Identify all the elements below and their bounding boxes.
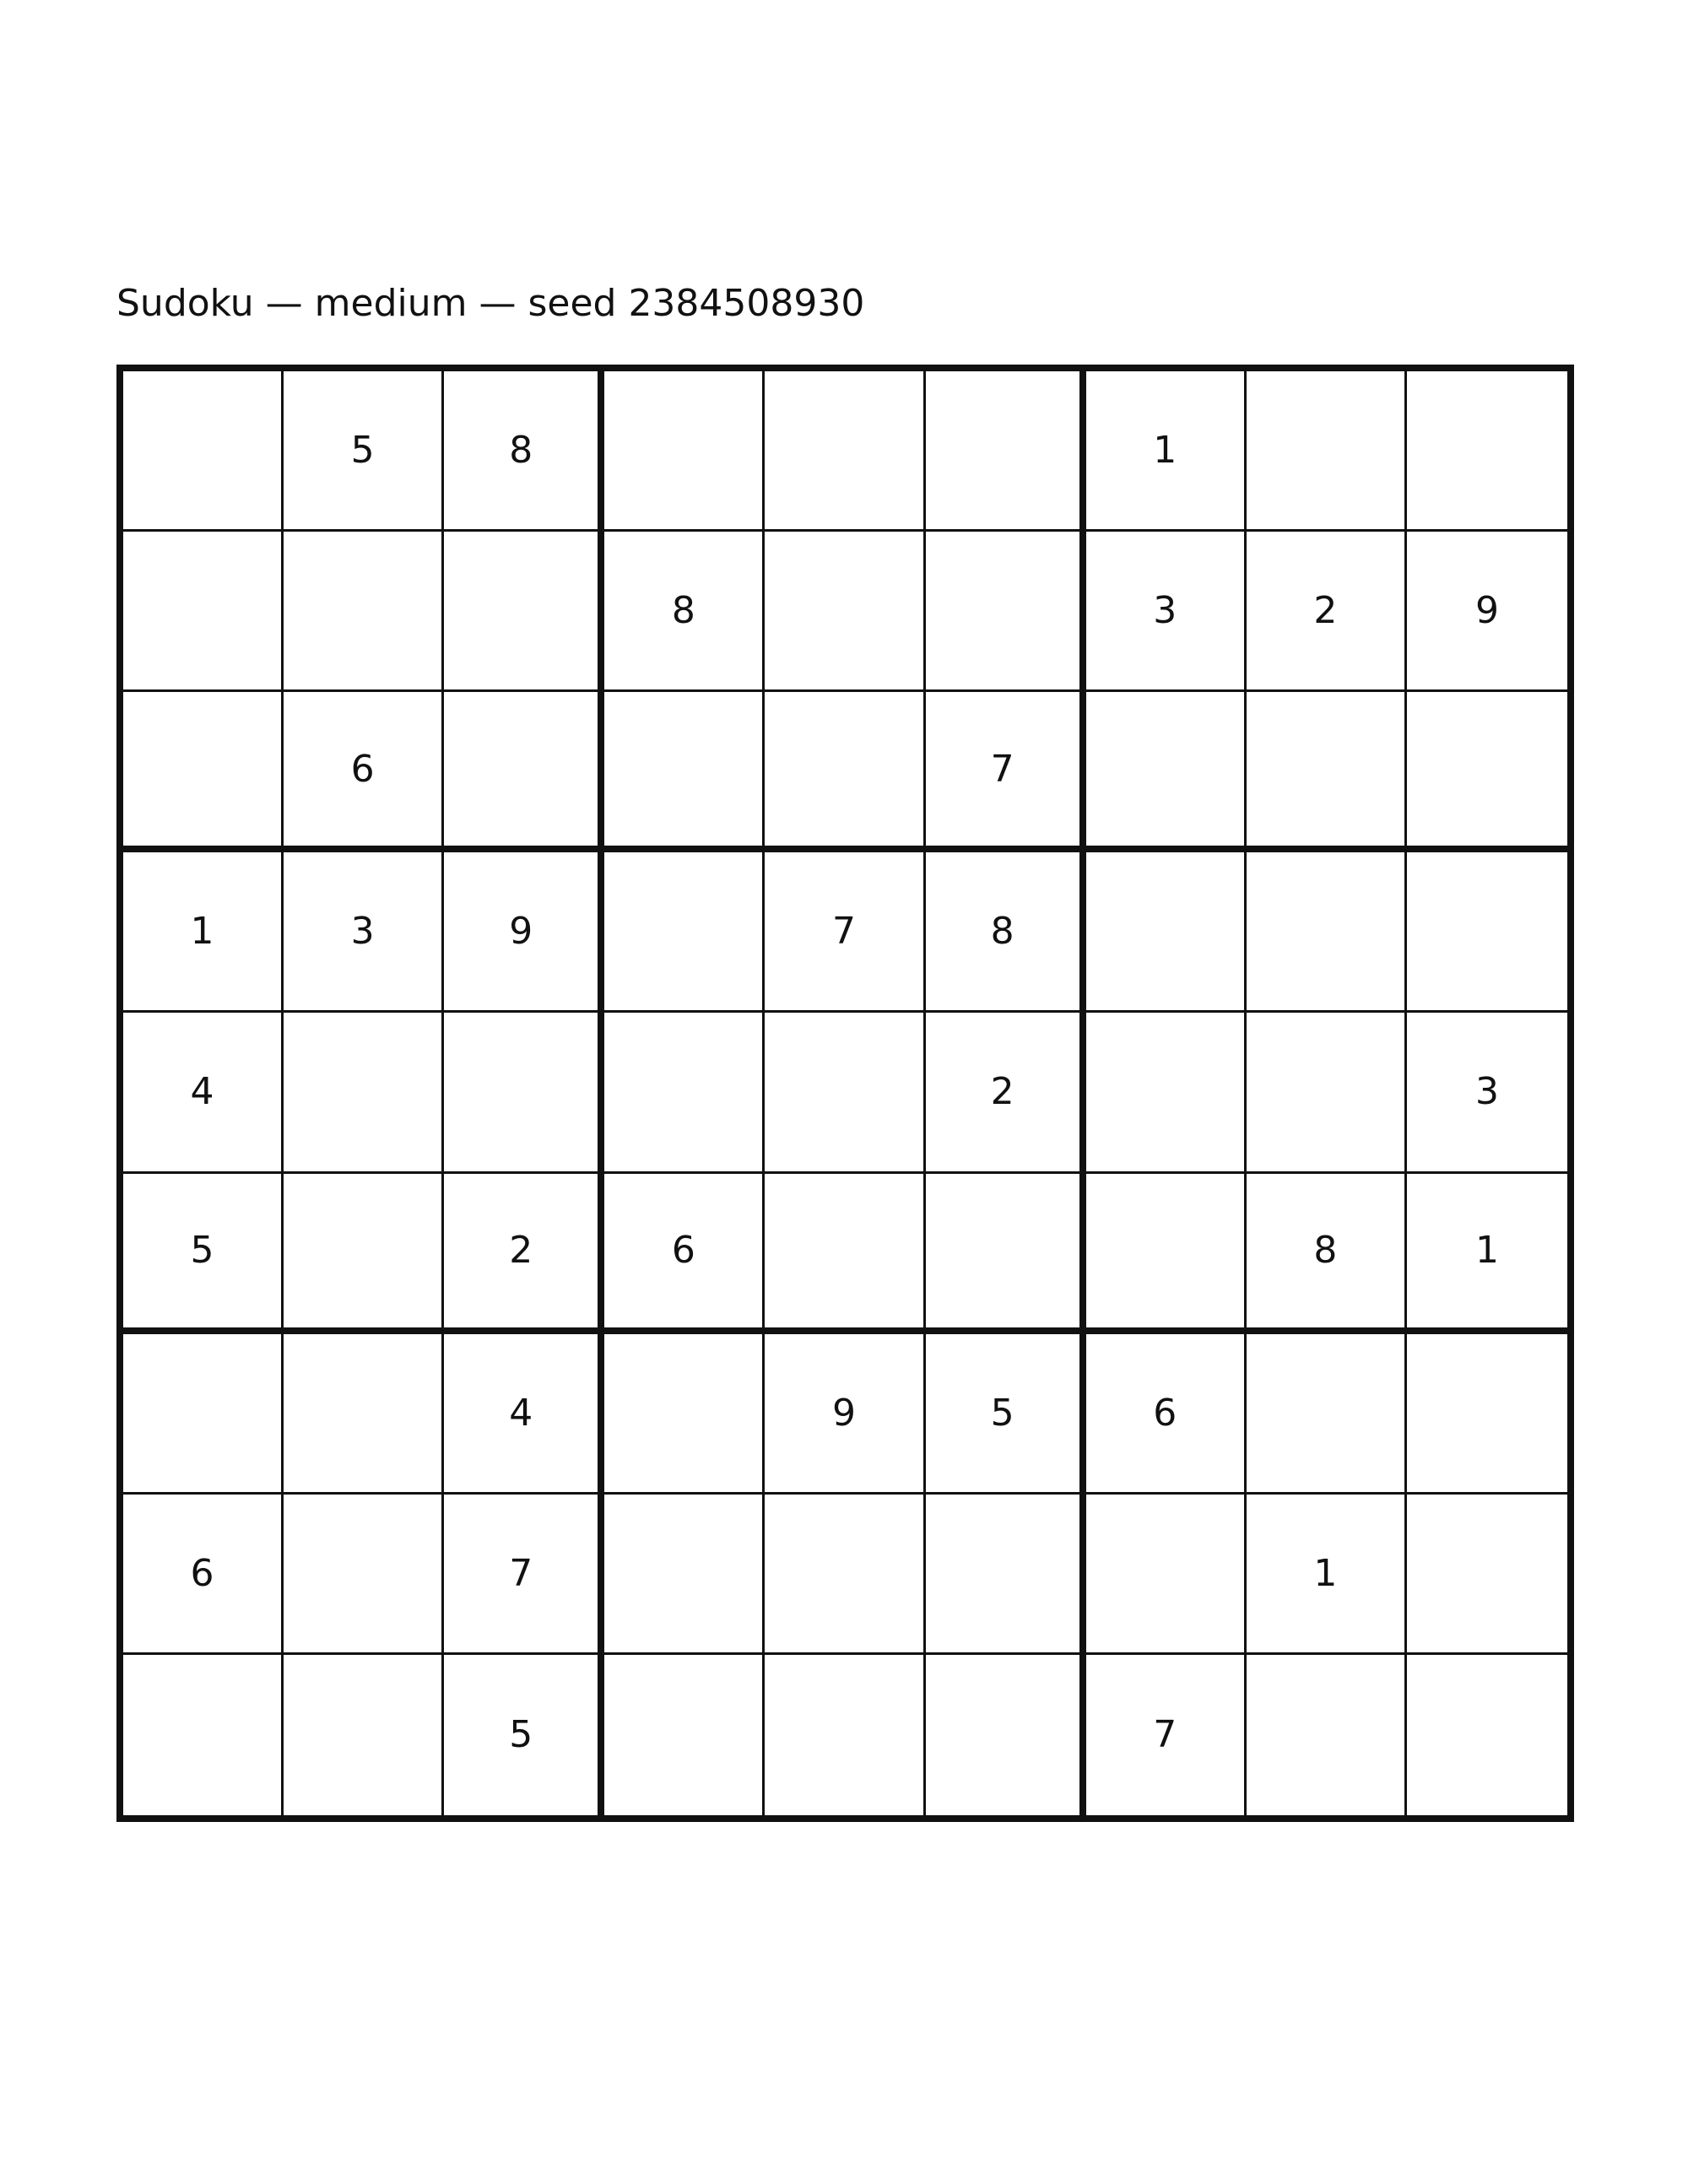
empty-cell[interactable] <box>926 532 1086 692</box>
empty-cell[interactable] <box>765 692 925 852</box>
given-cell[interactable]: 1 <box>123 852 284 1013</box>
empty-cell[interactable] <box>604 1655 765 1815</box>
empty-cell[interactable] <box>926 1174 1086 1334</box>
empty-cell[interactable] <box>1086 692 1247 852</box>
given-cell[interactable]: 7 <box>444 1495 604 1655</box>
empty-cell[interactable] <box>926 371 1086 532</box>
empty-cell[interactable] <box>1247 692 1407 852</box>
empty-cell[interactable] <box>123 371 284 532</box>
empty-cell[interactable] <box>1407 1334 1567 1495</box>
empty-cell[interactable] <box>604 1495 765 1655</box>
empty-cell[interactable] <box>1247 1334 1407 1495</box>
empty-cell[interactable] <box>1247 1655 1407 1815</box>
empty-cell[interactable] <box>1407 1655 1567 1815</box>
empty-cell[interactable] <box>284 1655 444 1815</box>
given-cell[interactable]: 3 <box>284 852 444 1013</box>
empty-cell[interactable] <box>765 371 925 532</box>
given-cell[interactable]: 5 <box>444 1655 604 1815</box>
empty-cell[interactable] <box>284 1174 444 1334</box>
empty-cell[interactable] <box>123 532 284 692</box>
given-cell[interactable]: 8 <box>604 532 765 692</box>
empty-cell[interactable] <box>765 1495 925 1655</box>
empty-cell[interactable] <box>765 1174 925 1334</box>
empty-cell[interactable] <box>1086 852 1247 1013</box>
empty-cell[interactable] <box>1247 1013 1407 1173</box>
empty-cell[interactable] <box>926 1655 1086 1815</box>
empty-cell[interactable] <box>604 1334 765 1495</box>
given-cell[interactable]: 7 <box>1086 1655 1247 1815</box>
empty-cell[interactable] <box>765 532 925 692</box>
empty-cell[interactable] <box>1407 692 1567 852</box>
given-cell[interactable]: 2 <box>1247 532 1407 692</box>
given-cell[interactable]: 5 <box>123 1174 284 1334</box>
given-cell[interactable]: 2 <box>444 1174 604 1334</box>
given-cell[interactable]: 8 <box>926 852 1086 1013</box>
empty-cell[interactable] <box>1086 1013 1247 1173</box>
given-cell[interactable]: 8 <box>444 371 604 532</box>
empty-cell[interactable] <box>765 1013 925 1173</box>
given-cell[interactable]: 9 <box>1407 532 1567 692</box>
empty-cell[interactable] <box>123 1334 284 1495</box>
empty-cell[interactable] <box>1407 371 1567 532</box>
given-cell[interactable]: 9 <box>765 1334 925 1495</box>
empty-cell[interactable] <box>284 1495 444 1655</box>
empty-cell[interactable] <box>284 1334 444 1495</box>
given-cell[interactable]: 5 <box>926 1334 1086 1495</box>
empty-cell[interactable] <box>604 371 765 532</box>
given-cell[interactable]: 1 <box>1086 371 1247 532</box>
given-cell[interactable]: 9 <box>444 852 604 1013</box>
given-cell[interactable]: 3 <box>1407 1013 1567 1173</box>
given-cell[interactable]: 4 <box>123 1013 284 1173</box>
empty-cell[interactable] <box>604 852 765 1013</box>
empty-cell[interactable] <box>444 1013 604 1173</box>
empty-cell[interactable] <box>604 1013 765 1173</box>
empty-cell[interactable] <box>444 532 604 692</box>
given-cell[interactable]: 4 <box>444 1334 604 1495</box>
empty-cell[interactable] <box>284 532 444 692</box>
given-cell[interactable]: 7 <box>765 852 925 1013</box>
empty-cell[interactable] <box>1247 371 1407 532</box>
empty-cell[interactable] <box>123 692 284 852</box>
given-cell[interactable]: 6 <box>604 1174 765 1334</box>
given-cell[interactable]: 6 <box>1086 1334 1247 1495</box>
empty-cell[interactable] <box>1247 852 1407 1013</box>
empty-cell[interactable] <box>284 1013 444 1173</box>
given-cell[interactable]: 1 <box>1407 1174 1567 1334</box>
given-cell[interactable]: 6 <box>284 692 444 852</box>
given-cell[interactable]: 6 <box>123 1495 284 1655</box>
given-cell[interactable]: 8 <box>1247 1174 1407 1334</box>
sudoku-board <box>116 365 1574 1822</box>
given-cell[interactable]: 2 <box>926 1013 1086 1173</box>
empty-cell[interactable] <box>604 692 765 852</box>
given-cell[interactable]: 7 <box>926 692 1086 852</box>
puzzle-title: Sudoku — medium — seed 2384508930 <box>116 282 865 325</box>
given-cell[interactable]: 1 <box>1247 1495 1407 1655</box>
empty-cell[interactable] <box>444 692 604 852</box>
empty-cell[interactable] <box>1086 1174 1247 1334</box>
empty-cell[interactable] <box>1407 852 1567 1013</box>
empty-cell[interactable] <box>1086 1495 1247 1655</box>
empty-cell[interactable] <box>765 1655 925 1815</box>
empty-cell[interactable] <box>123 1655 284 1815</box>
empty-cell[interactable] <box>1407 1495 1567 1655</box>
given-cell[interactable]: 3 <box>1086 532 1247 692</box>
given-cell[interactable]: 5 <box>284 371 444 532</box>
empty-cell[interactable] <box>926 1495 1086 1655</box>
